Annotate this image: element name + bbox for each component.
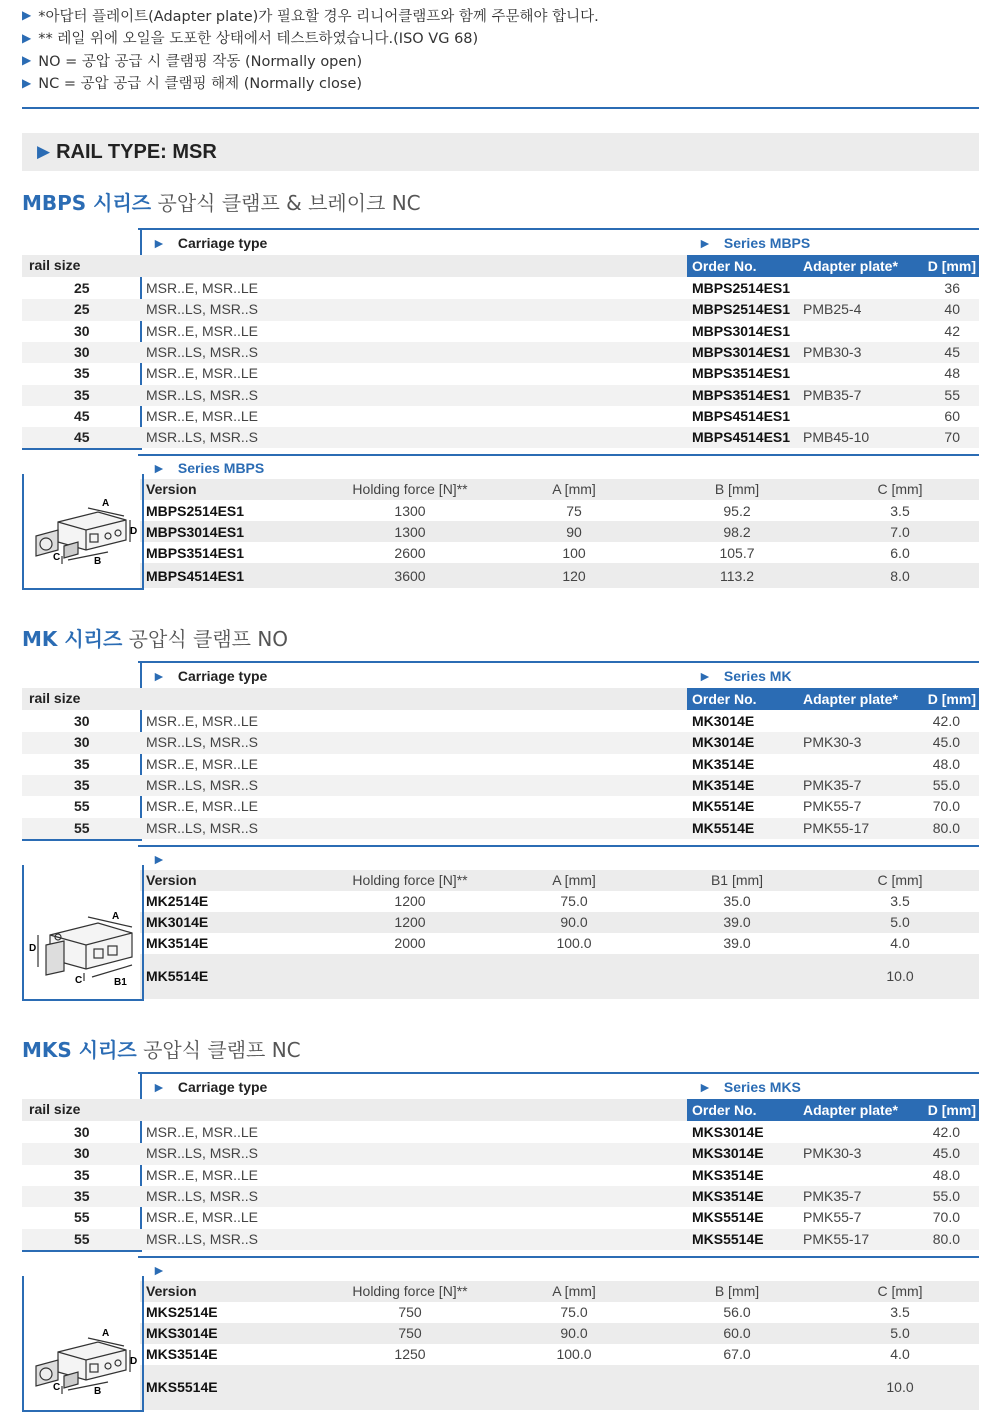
order-no-header: Order No. [692, 258, 757, 274]
adapter-plate-cell: PMB45-10 [803, 429, 870, 446]
order-no-cell: MK5514E [692, 819, 755, 836]
diagram-box [22, 865, 144, 1001]
rail-size-cell: 35 [74, 1166, 90, 1183]
dim-label-a: A [102, 1327, 110, 1339]
table-row [22, 754, 979, 775]
d-mm-cell: 48 [944, 365, 960, 382]
d-mm-cell: 42 [944, 322, 960, 339]
version-cell: MBPS3014ES1 [146, 523, 245, 540]
divider [138, 228, 979, 230]
series-label [698, 668, 792, 684]
carriage-cell: MSR..LS, MSR..S [146, 776, 259, 793]
carriage-cell: MSR..E, MSR..LE [146, 1124, 259, 1140]
adapter-plate-cell: PMB25-4 [803, 301, 862, 318]
order-no-cell: MKS5514E [692, 1209, 764, 1226]
series-label [152, 851, 178, 867]
divider [138, 845, 979, 847]
order-no-header: Order No. [692, 691, 757, 707]
note-text: ** 레일 위에 오일을 도포한 상태에서 테스트하였습니다.(ISO VG 68) [38, 31, 479, 48]
order-header-bar [687, 1099, 979, 1121]
carriage-type-text: Carriage type [177, 235, 268, 251]
series-text: Series MK [723, 668, 792, 684]
d-mm-cell: 40 [944, 301, 960, 318]
adapter-plate-cell: PMK55-17 [803, 819, 870, 836]
d-mm-cell: 45 [944, 343, 960, 360]
divider [138, 1256, 979, 1258]
version-cell: MKS2514E [146, 1304, 218, 1321]
rail-size-cell: 35 [74, 776, 90, 793]
carriage-cell: MSR..LS, MSR..S [146, 386, 259, 403]
dim-label-b: B [94, 556, 102, 565]
play-triangle-icon: ► [698, 235, 712, 251]
version-row: MK3014E 1200 90.0 39.0 5.0 [140, 912, 979, 933]
dim-label-a: A [112, 910, 120, 922]
rail-size-cell: 30 [74, 343, 90, 360]
order-no-cell: MBPS2514ES1 [692, 301, 791, 318]
order-no-cell: MK5514E [692, 798, 755, 815]
series-label [152, 1262, 178, 1278]
series-name: MKS 시리즈 [22, 1038, 137, 1062]
play-triangle-icon: ► [698, 1079, 712, 1095]
adapter-plate-cell: PMK55-17 [803, 1230, 870, 1247]
dim-label-b1: B1 [114, 976, 127, 985]
order-header-bar [687, 255, 979, 277]
version-header-row: Version Holding force [N]** A [mm] B [mm] C [mm] [140, 479, 979, 500]
bullet-triangle-icon: ▶ [22, 53, 32, 68]
mk-section-title [22, 623, 288, 652]
carriage-type-label [152, 668, 267, 684]
series-label [698, 235, 810, 251]
carriage-cell: MSR..E, MSR..LE [146, 407, 259, 424]
carriage-cell: MSR..LS, MSR..S [146, 1230, 259, 1247]
clamp-diagram [28, 494, 138, 568]
rail-size-cell: 45 [74, 429, 90, 446]
adapter-plate-cell: PMK55-7 [803, 798, 862, 815]
clamp-diagram [28, 905, 138, 989]
notes-list [22, 4, 599, 94]
table-header-top [140, 1076, 979, 1098]
carriage-cell: MSR..LS, MSR..S [146, 1145, 259, 1162]
bullet-triangle-icon: ▶ [22, 75, 32, 90]
carriage-cell: MSR..LS, MSR..S [146, 1187, 259, 1204]
version-row: MBPS3514ES1 2600 100 105.7 6.0 [146, 544, 910, 561]
d-mm-cell: 70.0 [932, 1209, 960, 1226]
table-row [22, 406, 979, 427]
adapter-plate-cell: PMK35-7 [803, 1187, 862, 1204]
table-row [22, 342, 979, 363]
carriage-type-label [152, 1079, 267, 1095]
rail-size-label: rail size [29, 690, 81, 706]
adapter-plate-cell: PMB30-3 [803, 343, 862, 360]
table-header-top [140, 665, 979, 687]
carriage-cell: MSR..LS, MSR..S [146, 343, 259, 360]
rail-size-cell: 30 [74, 1124, 90, 1140]
series-text: Series MBPS [177, 460, 265, 477]
d-mm-header: D [mm] [927, 691, 976, 707]
table-row [22, 1229, 979, 1250]
version-row: MBPS4514ES1 3600 120 113.2 8.0 [140, 563, 979, 588]
table-row [22, 818, 979, 839]
bullet-triangle-icon: ▶ [22, 30, 32, 45]
order-no-cell: MBPS3014ES1 [692, 322, 791, 339]
series-desc: 공압식 클램프 & 브레이크 NC [151, 191, 421, 215]
series-label [152, 460, 264, 476]
rail-size-label: rail size [29, 257, 81, 273]
adapter-plate-cell: PMK30-3 [803, 734, 862, 751]
version-series-header [140, 1260, 979, 1281]
d-mm-header: D [mm] [927, 1102, 976, 1118]
note-item [22, 27, 599, 50]
rail-size-cell: 30 [74, 1145, 90, 1162]
rail-type-banner [22, 133, 979, 171]
d-mm-cell: 80.0 [932, 819, 960, 836]
version-header: Version [146, 871, 197, 888]
carriage-cell: MSR..LS, MSR..S [146, 429, 259, 446]
table-row [22, 796, 979, 817]
d-mm-cell: 70 [944, 429, 960, 446]
version-cell: MBPS2514ES1 [146, 502, 245, 519]
dim-label-d: D [130, 526, 138, 538]
dim-label-a: A [102, 498, 110, 510]
d-mm-cell: 48.0 [932, 755, 960, 772]
adapter-plate-cell: PMK30-3 [803, 1145, 862, 1162]
d-mm-cell: 45.0 [932, 1145, 960, 1162]
note-text: NC = 공압 공급 시 클램핑 해제 (Normally close) [38, 76, 363, 93]
clamp-dimension-diagram-icon [28, 905, 138, 985]
version-cell: MK3514E [146, 935, 209, 952]
divider [138, 1072, 979, 1074]
version-row: MKS3014E 750 90.0 60.0 5.0 [140, 1323, 979, 1344]
note-text: *아답터 플레이트(Adapter plate)가 필요할 경우 리니어클램프와 함께 주문해야 합니다. [38, 8, 599, 25]
order-no-cell: MKS3514E [692, 1166, 764, 1183]
carriage-type-text: Carriage type [177, 1079, 268, 1095]
dim-label-c: C [75, 974, 83, 985]
version-cell: MK2514E [146, 893, 209, 910]
order-no-cell: MK3014E [692, 734, 755, 751]
order-no-cell: MBPS3514ES1 [692, 386, 791, 403]
carriage-cell: MSR..E, MSR..LE [146, 1209, 259, 1226]
adapter-plate-header: Adapter plate* [803, 691, 898, 707]
order-no-cell: MK3514E [692, 776, 755, 793]
play-triangle-icon: ► [152, 235, 166, 251]
note-item [22, 4, 599, 27]
table-row [22, 385, 979, 406]
table-row [22, 732, 979, 753]
table-row [22, 1143, 979, 1164]
order-no-header: Order No. [692, 1102, 757, 1118]
version-cell: MBPS4514ES1 [146, 567, 245, 584]
version-series-header [140, 849, 979, 870]
diagram-box [22, 474, 144, 590]
clamp-diagram [28, 1324, 138, 1398]
d-mm-cell: 48.0 [932, 1166, 960, 1183]
series-desc: 공압식 클램프 NO [122, 627, 289, 651]
carriage-cell: MSR..E, MSR..LE [146, 280, 259, 296]
play-triangle-icon: ► [698, 668, 712, 684]
version-cell: MBPS3514ES1 [146, 544, 245, 561]
divider [138, 454, 979, 456]
version-row: MK2514E 1200 75.0 35.0 3.5 [146, 893, 910, 910]
table-row [22, 1165, 979, 1186]
clamp-dimension-diagram-icon [28, 494, 138, 564]
table-row [22, 363, 979, 384]
order-no-cell: MKS3014E [692, 1124, 764, 1140]
adapter-plate-cell: PMK55-7 [803, 1209, 862, 1226]
version-cell: MK5514E [146, 968, 209, 985]
table-row [22, 1186, 979, 1207]
table-row [22, 711, 979, 732]
table-row [22, 775, 979, 796]
note-item [22, 49, 599, 72]
version-row: MBPS3014ES1 1300 90 98.2 7.0 [140, 521, 979, 542]
carriage-type-text: Carriage type [177, 668, 268, 684]
order-no-cell: MBPS3014ES1 [692, 343, 791, 360]
series-text: Series MBPS [723, 235, 811, 251]
mbps-section-title [22, 187, 421, 216]
dim-label-d: D [130, 1355, 138, 1367]
dim-label-c: C [53, 1381, 61, 1393]
dim-label-c: C [53, 552, 61, 564]
version-header-row: Version Holding force [N]** A [mm] B1 [mm] C [mm] [140, 870, 979, 891]
version-series-header [140, 458, 979, 479]
note-item [22, 72, 599, 95]
d-mm-cell: 55.0 [932, 1187, 960, 1204]
divider [138, 661, 979, 663]
order-no-cell: MBPS4514ES1 [692, 429, 791, 446]
series-name: MK 시리즈 [22, 627, 123, 651]
play-triangle-icon: ► [152, 668, 166, 684]
adapter-plate-header: Adapter plate* [803, 1102, 898, 1118]
carriage-cell: MSR..E, MSR..LE [146, 755, 259, 772]
rail-size-cell: 25 [74, 280, 90, 296]
rail-size-cell: 30 [74, 713, 90, 729]
version-row: MKS3514E 1250 100.0 67.0 4.0 [146, 1346, 910, 1363]
version-cell: MK3014E [146, 914, 209, 931]
rail-size-label: rail size [29, 1101, 81, 1117]
order-no-cell: MKS3014E [692, 1145, 764, 1162]
bullet-triangle-icon: ▶ [22, 8, 32, 23]
order-no-cell: MKS5514E [692, 1230, 764, 1247]
version-row: MKS5514E 10.0 [140, 1365, 979, 1410]
version-header: Version [146, 481, 197, 498]
d-mm-cell: 55.0 [932, 776, 960, 793]
d-mm-cell: 45.0 [932, 734, 960, 751]
order-no-cell: MBPS2514ES1 [692, 280, 791, 296]
series-label [698, 1079, 801, 1095]
dim-label-b: B [94, 1385, 102, 1394]
divider [22, 107, 979, 109]
carriage-cell: MSR..E, MSR..LE [146, 1166, 259, 1183]
carriage-type-label [152, 235, 267, 251]
d-mm-cell: 70.0 [932, 798, 960, 815]
carriage-cell: MSR..E, MSR..LE [146, 713, 259, 729]
play-triangle-icon: ► [152, 1261, 166, 1278]
version-cell: MKS3514E [146, 1346, 218, 1363]
dim-label-d: D [29, 942, 37, 954]
table-row [22, 427, 979, 448]
carriage-cell: MSR..LS, MSR..S [146, 819, 259, 836]
d-mm-cell: 42.0 [932, 713, 960, 729]
series-name: MBPS 시리즈 [22, 191, 152, 215]
order-header-bar [687, 688, 979, 710]
rail-size-cell: 30 [74, 734, 90, 751]
order-no-cell: MK3514E [692, 755, 755, 772]
clamp-dimension-diagram-icon [28, 1324, 138, 1394]
rail-size-cell: 45 [74, 407, 90, 424]
version-header: Version [146, 1282, 197, 1299]
diagram-box [22, 1276, 144, 1412]
rail-size-cell: 25 [74, 301, 90, 318]
table-row [22, 278, 979, 299]
rail-size-cell: 55 [74, 1209, 90, 1226]
version-cell: MKS3014E [146, 1325, 218, 1342]
version-header-row: Version Holding force [N]** A [mm] B [mm] C [mm] [140, 1281, 979, 1302]
carriage-cell: MSR..E, MSR..LE [146, 322, 259, 339]
rail-size-cell: 35 [74, 1187, 90, 1204]
series-text: Series MKS [723, 1079, 801, 1095]
carriage-cell: MSR..E, MSR..LE [146, 365, 259, 382]
mks-section-title [22, 1034, 301, 1063]
adapter-plate-cell: PMK35-7 [803, 776, 862, 793]
version-row: MK5514E 10.0 [140, 954, 979, 999]
table-header-top [140, 232, 979, 254]
adapter-plate-cell: PMB35-7 [803, 386, 862, 403]
rail-size-cell: 35 [74, 755, 90, 772]
d-mm-header: D [mm] [927, 258, 976, 274]
version-cell: MKS5514E [146, 1379, 218, 1396]
series-desc: 공압식 클램프 NC [136, 1038, 301, 1062]
table-row [22, 321, 979, 342]
table-row [22, 299, 979, 320]
version-row: MBPS2514ES1 1300 75 95.2 3.5 [146, 502, 910, 519]
rail-size-cell: 55 [74, 1230, 90, 1247]
d-mm-cell: 42.0 [932, 1124, 960, 1140]
rail-size-cell: 30 [74, 322, 90, 339]
play-triangle-icon: ► [152, 460, 166, 477]
play-triangle-icon: ▶ [37, 142, 51, 162]
table-row [22, 1122, 979, 1143]
carriage-cell: MSR..LS, MSR..S [146, 301, 259, 318]
rail-type-title: RAIL TYPE: MSR [56, 140, 217, 163]
carriage-cell: MSR..LS, MSR..S [146, 734, 259, 751]
order-no-cell: MBPS3514ES1 [692, 365, 791, 382]
order-no-cell: MK3014E [692, 713, 755, 729]
order-no-cell: MKS3514E [692, 1187, 764, 1204]
table-row [22, 1207, 979, 1228]
note-text: NO = 공압 공급 시 클램핑 작동 (Normally open) [38, 53, 363, 70]
version-row: MKS2514E 750 75.0 56.0 3.5 [146, 1304, 910, 1321]
play-triangle-icon: ► [152, 850, 166, 867]
adapter-plate-header: Adapter plate* [803, 258, 898, 274]
version-row: MK3514E 2000 100.0 39.0 4.0 [146, 935, 910, 952]
rail-size-cell: 55 [74, 819, 90, 836]
d-mm-cell: 60 [944, 407, 960, 424]
d-mm-cell: 55 [944, 386, 960, 403]
play-triangle-icon: ► [152, 1079, 166, 1095]
d-mm-cell: 36 [944, 280, 960, 296]
order-no-cell: MBPS4514ES1 [692, 407, 791, 424]
d-mm-cell: 80.0 [932, 1230, 960, 1247]
rail-size-cell: 35 [74, 386, 90, 403]
rail-size-cell: 35 [74, 365, 90, 382]
carriage-cell: MSR..E, MSR..LE [146, 798, 259, 815]
rail-size-cell: 55 [74, 798, 90, 815]
